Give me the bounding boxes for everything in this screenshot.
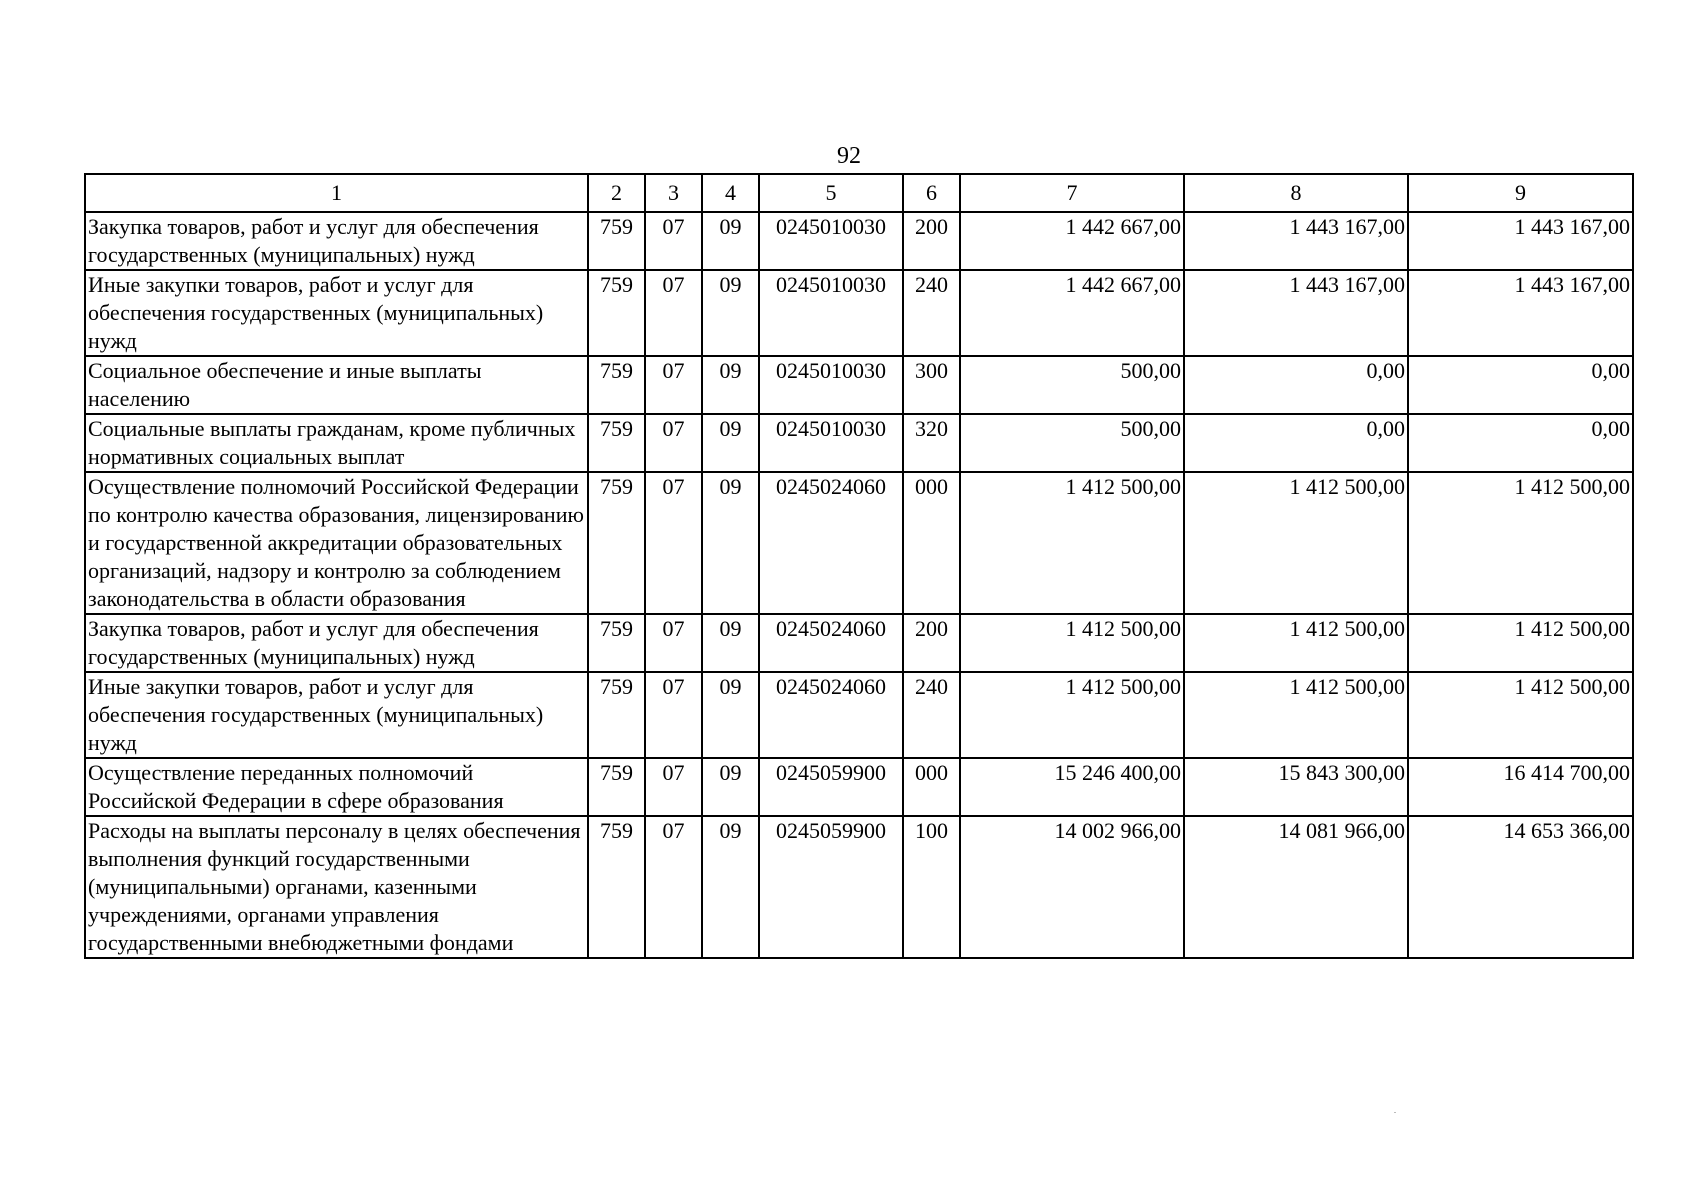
cell-amount-7: 1 412 500,00	[960, 614, 1184, 672]
col-header-4: 4	[702, 174, 759, 212]
cell-section: 07	[645, 270, 702, 356]
cell-amount-8: 1 412 500,00	[1184, 672, 1408, 758]
cell-subsection: 09	[702, 816, 759, 958]
cell-target-article: 0245010030	[759, 356, 903, 414]
col-header-1: 1	[85, 174, 588, 212]
cell-subsection: 09	[702, 270, 759, 356]
table-row	[85, 672, 1633, 758]
table-row	[85, 758, 1633, 816]
cell-subsection: 09	[702, 414, 759, 472]
cell-target-article: 0245010030	[759, 414, 903, 472]
cell-ministry: 759	[588, 816, 645, 958]
cell-target-article: 0245059900	[759, 816, 903, 958]
cell-amount-8: 1 412 500,00	[1184, 472, 1408, 614]
cell-section: 07	[645, 212, 702, 270]
cell-expense-type: 320	[903, 414, 960, 472]
cell-ministry: 759	[588, 212, 645, 270]
cell-subsection: 09	[702, 672, 759, 758]
row-name: Осуществление переданных полномочий Российской Федерации в сфере образования	[85, 758, 588, 816]
cell-expense-type: 300	[903, 356, 960, 414]
cell-target-article: 0245024060	[759, 614, 903, 672]
cell-ministry: 759	[588, 614, 645, 672]
cell-amount-9: 1 443 167,00	[1408, 212, 1633, 270]
table-row	[85, 270, 1633, 356]
cell-ministry: 759	[588, 672, 645, 758]
table-row	[85, 356, 1633, 414]
col-header-6: 6	[903, 174, 960, 212]
table-row	[85, 212, 1633, 270]
cell-section: 07	[645, 472, 702, 614]
cell-amount-7: 1 442 667,00	[960, 270, 1184, 356]
table-row	[85, 414, 1633, 472]
cell-ministry: 759	[588, 472, 645, 614]
row-name: Иные закупки товаров, работ и услуг для обеспечения государственных (муниципальных) нужд	[85, 270, 588, 356]
table-row	[85, 816, 1633, 958]
cell-expense-type: 100	[903, 816, 960, 958]
header-row	[85, 174, 1633, 212]
cell-target-article: 0245024060	[759, 472, 903, 614]
cell-ministry: 759	[588, 414, 645, 472]
cell-amount-9: 14 653 366,00	[1408, 816, 1633, 958]
cell-amount-8: 15 843 300,00	[1184, 758, 1408, 816]
row-name: Социальные выплаты гражданам, кроме публичных нормативных социальных выплат	[85, 414, 588, 472]
cell-section: 07	[645, 614, 702, 672]
row-name: Закупка товаров, работ и услуг для обеспечения государственных (муниципальных) нужд	[85, 614, 588, 672]
cell-ministry: 759	[588, 356, 645, 414]
row-name: Осуществление полномочий Российской Федерации по контролю качества образования, лицензированию и государственной аккредитации образовательных организаций, надзору и контролю за соблюдением законодательства в области образования	[85, 472, 588, 614]
cell-amount-8: 0,00	[1184, 414, 1408, 472]
col-header-3: 3	[645, 174, 702, 212]
cell-amount-7: 500,00	[960, 414, 1184, 472]
cell-section: 07	[645, 414, 702, 472]
cell-amount-9: 1 412 500,00	[1408, 614, 1633, 672]
col-header-2: 2	[588, 174, 645, 212]
cell-subsection: 09	[702, 472, 759, 614]
cell-amount-9: 0,00	[1408, 414, 1633, 472]
cell-amount-7: 15 246 400,00	[960, 758, 1184, 816]
cell-amount-8: 1 443 167,00	[1184, 270, 1408, 356]
cell-amount-9: 1 412 500,00	[1408, 472, 1633, 614]
cell-subsection: 09	[702, 614, 759, 672]
cell-section: 07	[645, 356, 702, 414]
cell-amount-8: 0,00	[1184, 356, 1408, 414]
cell-expense-type: 200	[903, 212, 960, 270]
table-row	[85, 472, 1633, 614]
cell-ministry: 759	[588, 758, 645, 816]
scan-speck	[1394, 1112, 1396, 1113]
cell-expense-type: 240	[903, 270, 960, 356]
col-header-7: 7	[960, 174, 1184, 212]
cell-amount-8: 1 443 167,00	[1184, 212, 1408, 270]
cell-target-article: 0245059900	[759, 758, 903, 816]
cell-amount-7: 1 412 500,00	[960, 672, 1184, 758]
cell-expense-type: 200	[903, 614, 960, 672]
cell-section: 07	[645, 672, 702, 758]
page-number: 92	[837, 143, 861, 169]
cell-amount-7: 1 442 667,00	[960, 212, 1184, 270]
row-name: Иные закупки товаров, работ и услуг для обеспечения государственных (муниципальных) нужд	[85, 672, 588, 758]
col-header-8: 8	[1184, 174, 1408, 212]
cell-amount-8: 14 081 966,00	[1184, 816, 1408, 958]
budget-table	[84, 173, 1634, 959]
cell-target-article: 0245010030	[759, 270, 903, 356]
cell-amount-9: 0,00	[1408, 356, 1633, 414]
cell-section: 07	[645, 816, 702, 958]
cell-expense-type: 000	[903, 758, 960, 816]
row-name: Закупка товаров, работ и услуг для обеспечения государственных (муниципальных) нужд	[85, 212, 588, 270]
row-name: Расходы на выплаты персоналу в целях обеспечения выполнения функций государственными (муниципальными) органами, казенными учреждениями, органами управления государственными внебюджетными фондами	[85, 816, 588, 958]
cell-amount-9: 1 412 500,00	[1408, 672, 1633, 758]
cell-amount-7: 500,00	[960, 356, 1184, 414]
cell-ministry: 759	[588, 270, 645, 356]
cell-amount-8: 1 412 500,00	[1184, 614, 1408, 672]
cell-subsection: 09	[702, 356, 759, 414]
cell-subsection: 09	[702, 212, 759, 270]
cell-amount-9: 16 414 700,00	[1408, 758, 1633, 816]
cell-amount-9: 1 443 167,00	[1408, 270, 1633, 356]
cell-target-article: 0245024060	[759, 672, 903, 758]
col-header-9: 9	[1408, 174, 1633, 212]
cell-expense-type: 000	[903, 472, 960, 614]
cell-amount-7: 14 002 966,00	[960, 816, 1184, 958]
cell-amount-7: 1 412 500,00	[960, 472, 1184, 614]
cell-section: 07	[645, 758, 702, 816]
row-name: Социальное обеспечение и иные выплаты населению	[85, 356, 588, 414]
col-header-5: 5	[759, 174, 903, 212]
table-row	[85, 614, 1633, 672]
cell-expense-type: 240	[903, 672, 960, 758]
cell-subsection: 09	[702, 758, 759, 816]
cell-target-article: 0245010030	[759, 212, 903, 270]
